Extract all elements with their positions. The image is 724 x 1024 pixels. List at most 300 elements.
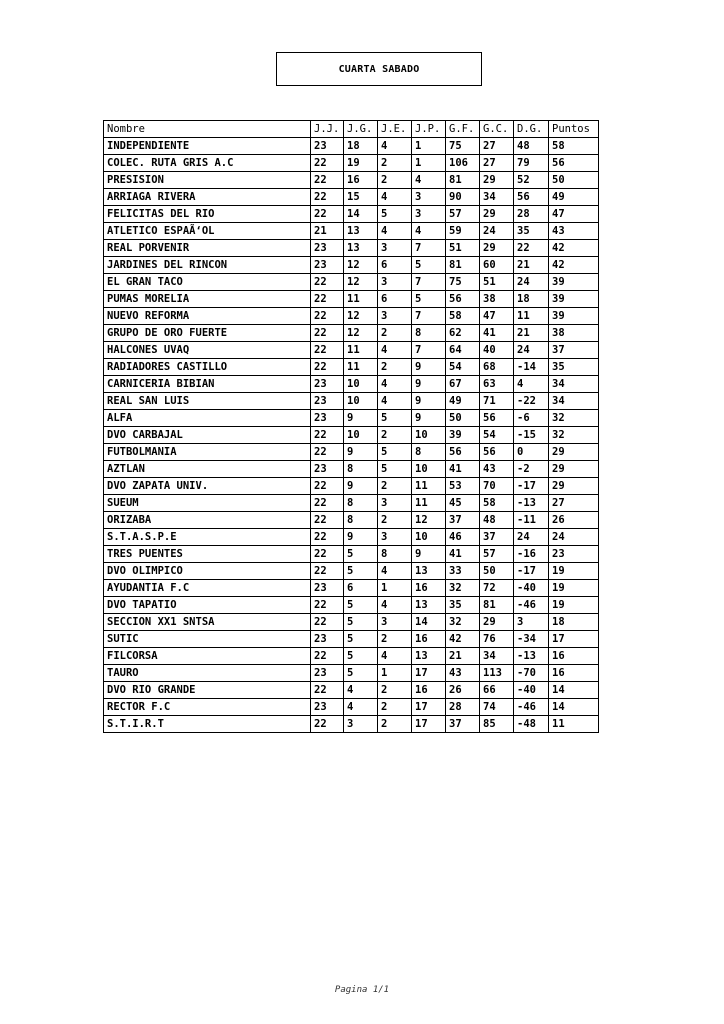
points-cell: 34 xyxy=(549,393,599,410)
table-row xyxy=(104,427,599,444)
je-cell: 3 xyxy=(378,308,412,325)
jj-cell: 22 xyxy=(311,359,344,376)
jj-cell: 22 xyxy=(311,614,344,631)
table-row xyxy=(104,461,599,478)
table-row xyxy=(104,631,599,648)
column-header-jj: J.J. xyxy=(311,121,344,138)
points-cell: 23 xyxy=(549,546,599,563)
jg-cell: 5 xyxy=(344,631,378,648)
jg-cell: 9 xyxy=(344,478,378,495)
je-cell: 4 xyxy=(378,189,412,206)
points-cell: 34 xyxy=(549,376,599,393)
dg-cell: -17 xyxy=(514,478,549,495)
table-row xyxy=(104,325,599,342)
team-name-cell: JARDINES DEL RINCON xyxy=(104,257,311,274)
points-cell: 16 xyxy=(549,665,599,682)
jp-cell: 9 xyxy=(412,546,446,563)
points-cell: 17 xyxy=(549,631,599,648)
gc-cell: 66 xyxy=(480,682,514,699)
points-cell: 16 xyxy=(549,648,599,665)
points-cell: 32 xyxy=(549,410,599,427)
jp-cell: 9 xyxy=(412,393,446,410)
dg-cell: -46 xyxy=(514,699,549,716)
points-cell: 19 xyxy=(549,563,599,580)
gc-cell: 56 xyxy=(480,444,514,461)
gc-cell: 47 xyxy=(480,308,514,325)
jg-cell: 19 xyxy=(344,155,378,172)
table-row xyxy=(104,376,599,393)
je-cell: 2 xyxy=(378,716,412,733)
points-cell: 42 xyxy=(549,240,599,257)
jp-cell: 16 xyxy=(412,631,446,648)
table-row xyxy=(104,410,599,427)
team-name-cell: FELICITAS DEL RIO xyxy=(104,206,311,223)
table-row xyxy=(104,274,599,291)
je-cell: 5 xyxy=(378,410,412,427)
jp-cell: 7 xyxy=(412,274,446,291)
gf-cell: 43 xyxy=(446,665,480,682)
dg-cell: -13 xyxy=(514,495,549,512)
je-cell: 3 xyxy=(378,529,412,546)
gc-cell: 37 xyxy=(480,529,514,546)
points-cell: 26 xyxy=(549,512,599,529)
team-name-cell: ARRIAGA RIVERA xyxy=(104,189,311,206)
je-cell: 6 xyxy=(378,291,412,308)
jj-cell: 22 xyxy=(311,308,344,325)
dg-cell: -11 xyxy=(514,512,549,529)
jj-cell: 22 xyxy=(311,597,344,614)
jp-cell: 12 xyxy=(412,512,446,529)
je-cell: 1 xyxy=(378,580,412,597)
table-row xyxy=(104,189,599,206)
gf-cell: 56 xyxy=(446,444,480,461)
gf-cell: 35 xyxy=(446,597,480,614)
points-cell: 29 xyxy=(549,478,599,495)
jg-cell: 12 xyxy=(344,308,378,325)
gc-cell: 72 xyxy=(480,580,514,597)
gf-cell: 50 xyxy=(446,410,480,427)
column-header-points: Puntos xyxy=(549,121,599,138)
gc-cell: 48 xyxy=(480,512,514,529)
gf-cell: 28 xyxy=(446,699,480,716)
jp-cell: 10 xyxy=(412,427,446,444)
team-name-cell: TAURO xyxy=(104,665,311,682)
dg-cell: 18 xyxy=(514,291,549,308)
jp-cell: 5 xyxy=(412,291,446,308)
points-cell: 50 xyxy=(549,172,599,189)
jj-cell: 22 xyxy=(311,172,344,189)
table-row xyxy=(104,223,599,240)
gf-cell: 39 xyxy=(446,427,480,444)
dg-cell: -17 xyxy=(514,563,549,580)
jg-cell: 9 xyxy=(344,410,378,427)
column-header-name: Nombre xyxy=(104,121,311,138)
table-row xyxy=(104,512,599,529)
gf-cell: 54 xyxy=(446,359,480,376)
gc-cell: 34 xyxy=(480,648,514,665)
gc-cell: 41 xyxy=(480,325,514,342)
jg-cell: 5 xyxy=(344,665,378,682)
gc-cell: 50 xyxy=(480,563,514,580)
gf-cell: 26 xyxy=(446,682,480,699)
jp-cell: 13 xyxy=(412,597,446,614)
team-name-cell: GRUPO DE ORO FUERTE xyxy=(104,325,311,342)
page-footer xyxy=(0,985,724,995)
points-cell: 37 xyxy=(549,342,599,359)
gc-cell: 71 xyxy=(480,393,514,410)
jp-cell: 7 xyxy=(412,240,446,257)
jp-cell: 17 xyxy=(412,716,446,733)
table-row xyxy=(104,257,599,274)
points-cell: 24 xyxy=(549,529,599,546)
jj-cell: 22 xyxy=(311,682,344,699)
dg-cell: 4 xyxy=(514,376,549,393)
jg-cell: 8 xyxy=(344,461,378,478)
jp-cell: 16 xyxy=(412,580,446,597)
je-cell: 5 xyxy=(378,206,412,223)
jj-cell: 22 xyxy=(311,155,344,172)
gf-cell: 32 xyxy=(446,580,480,597)
gf-cell: 42 xyxy=(446,631,480,648)
je-cell: 3 xyxy=(378,614,412,631)
team-name-cell: DVO CARBAJAL xyxy=(104,427,311,444)
je-cell: 2 xyxy=(378,359,412,376)
team-name-cell: SECCION XX1 SNTSA xyxy=(104,614,311,631)
dg-cell: -16 xyxy=(514,546,549,563)
gf-cell: 46 xyxy=(446,529,480,546)
table-row xyxy=(104,444,599,461)
jg-cell: 8 xyxy=(344,495,378,512)
jj-cell: 23 xyxy=(311,240,344,257)
table-body xyxy=(104,138,599,733)
jj-cell: 22 xyxy=(311,478,344,495)
jg-cell: 11 xyxy=(344,291,378,308)
gf-cell: 90 xyxy=(446,189,480,206)
dg-cell: 56 xyxy=(514,189,549,206)
points-cell: 18 xyxy=(549,614,599,631)
team-name-cell: AZTLAN xyxy=(104,461,311,478)
jj-cell: 21 xyxy=(311,223,344,240)
team-name-cell: PRESISION xyxy=(104,172,311,189)
jg-cell: 5 xyxy=(344,597,378,614)
points-cell: 35 xyxy=(549,359,599,376)
table-row xyxy=(104,206,599,223)
jj-cell: 23 xyxy=(311,257,344,274)
team-name-cell: DVO ZAPATA UNIV. xyxy=(104,478,311,495)
team-name-cell: RADIADORES CASTILLO xyxy=(104,359,311,376)
dg-cell: 22 xyxy=(514,240,549,257)
gc-cell: 68 xyxy=(480,359,514,376)
dg-cell: 28 xyxy=(514,206,549,223)
jj-cell: 23 xyxy=(311,580,344,597)
gf-cell: 106 xyxy=(446,155,480,172)
points-cell: 39 xyxy=(549,308,599,325)
dg-cell: -6 xyxy=(514,410,549,427)
je-cell: 4 xyxy=(378,342,412,359)
gf-cell: 62 xyxy=(446,325,480,342)
gf-cell: 49 xyxy=(446,393,480,410)
jp-cell: 4 xyxy=(412,223,446,240)
jg-cell: 14 xyxy=(344,206,378,223)
je-cell: 1 xyxy=(378,665,412,682)
table-row xyxy=(104,478,599,495)
table-row xyxy=(104,597,599,614)
column-header-gf: G.F. xyxy=(446,121,480,138)
gf-cell: 58 xyxy=(446,308,480,325)
gc-cell: 29 xyxy=(480,172,514,189)
jj-cell: 22 xyxy=(311,563,344,580)
table-header-row xyxy=(104,121,599,138)
jp-cell: 4 xyxy=(412,172,446,189)
jg-cell: 10 xyxy=(344,427,378,444)
column-header-jp: J.P. xyxy=(412,121,446,138)
jp-cell: 10 xyxy=(412,461,446,478)
jg-cell: 12 xyxy=(344,274,378,291)
jj-cell: 22 xyxy=(311,648,344,665)
jg-cell: 13 xyxy=(344,240,378,257)
gc-cell: 29 xyxy=(480,240,514,257)
table-row xyxy=(104,291,599,308)
dg-cell: 21 xyxy=(514,325,549,342)
jj-cell: 22 xyxy=(311,274,344,291)
gc-cell: 56 xyxy=(480,410,514,427)
gf-cell: 37 xyxy=(446,512,480,529)
team-name-cell: AYUDANTIA F.C xyxy=(104,580,311,597)
points-cell: 42 xyxy=(549,257,599,274)
table-row xyxy=(104,393,599,410)
je-cell: 3 xyxy=(378,274,412,291)
team-name-cell: ORIZABA xyxy=(104,512,311,529)
jp-cell: 14 xyxy=(412,614,446,631)
jg-cell: 16 xyxy=(344,172,378,189)
gc-cell: 70 xyxy=(480,478,514,495)
team-name-cell: COLEC. RUTA GRIS A.C xyxy=(104,155,311,172)
points-cell: 19 xyxy=(549,597,599,614)
je-cell: 4 xyxy=(378,597,412,614)
points-cell: 39 xyxy=(549,274,599,291)
jj-cell: 22 xyxy=(311,546,344,563)
gf-cell: 57 xyxy=(446,206,480,223)
jg-cell: 10 xyxy=(344,376,378,393)
dg-cell: 48 xyxy=(514,138,549,155)
column-header-jg: J.G. xyxy=(344,121,378,138)
jg-cell: 5 xyxy=(344,614,378,631)
dg-cell: -15 xyxy=(514,427,549,444)
dg-cell: 79 xyxy=(514,155,549,172)
gf-cell: 64 xyxy=(446,342,480,359)
table-row xyxy=(104,529,599,546)
jp-cell: 9 xyxy=(412,410,446,427)
team-name-cell: TRES PUENTES xyxy=(104,546,311,563)
gc-cell: 58 xyxy=(480,495,514,512)
jg-cell: 6 xyxy=(344,580,378,597)
jj-cell: 22 xyxy=(311,291,344,308)
jj-cell: 23 xyxy=(311,376,344,393)
gf-cell: 33 xyxy=(446,563,480,580)
gc-cell: 113 xyxy=(480,665,514,682)
je-cell: 4 xyxy=(378,138,412,155)
jj-cell: 23 xyxy=(311,138,344,155)
je-cell: 4 xyxy=(378,563,412,580)
jp-cell: 5 xyxy=(412,257,446,274)
points-cell: 56 xyxy=(549,155,599,172)
dg-cell: -13 xyxy=(514,648,549,665)
je-cell: 4 xyxy=(378,376,412,393)
dg-cell: -34 xyxy=(514,631,549,648)
team-name-cell: INDEPENDIENTE xyxy=(104,138,311,155)
table-row xyxy=(104,716,599,733)
gc-cell: 51 xyxy=(480,274,514,291)
gf-cell: 75 xyxy=(446,274,480,291)
team-name-cell: RECTOR F.C xyxy=(104,699,311,716)
table-row xyxy=(104,648,599,665)
team-name-cell: DVO RIO GRANDE xyxy=(104,682,311,699)
gc-cell: 54 xyxy=(480,427,514,444)
table-row xyxy=(104,155,599,172)
points-cell: 32 xyxy=(549,427,599,444)
gf-cell: 56 xyxy=(446,291,480,308)
jp-cell: 13 xyxy=(412,563,446,580)
je-cell: 3 xyxy=(378,240,412,257)
je-cell: 2 xyxy=(378,325,412,342)
team-name-cell: CARNICERIA BIBIAN xyxy=(104,376,311,393)
jp-cell: 17 xyxy=(412,699,446,716)
je-cell: 2 xyxy=(378,631,412,648)
dg-cell: -22 xyxy=(514,393,549,410)
gc-cell: 81 xyxy=(480,597,514,614)
team-name-cell: S.T.I.R.T xyxy=(104,716,311,733)
team-name-cell: NUEVO REFORMA xyxy=(104,308,311,325)
points-cell: 29 xyxy=(549,461,599,478)
team-name-cell: ALFA xyxy=(104,410,311,427)
dg-cell: 24 xyxy=(514,342,549,359)
team-name-cell: S.T.A.S.P.E xyxy=(104,529,311,546)
dg-cell: -70 xyxy=(514,665,549,682)
team-name-cell: HALCONES UVAQ xyxy=(104,342,311,359)
points-cell: 14 xyxy=(549,682,599,699)
dg-cell: 24 xyxy=(514,529,549,546)
jp-cell: 8 xyxy=(412,444,446,461)
jg-cell: 12 xyxy=(344,257,378,274)
table-row xyxy=(104,359,599,376)
points-cell: 38 xyxy=(549,325,599,342)
jp-cell: 11 xyxy=(412,495,446,512)
team-name-cell: FILCORSA xyxy=(104,648,311,665)
table-row xyxy=(104,665,599,682)
dg-cell: 52 xyxy=(514,172,549,189)
document-title: CUARTA SABADO xyxy=(338,63,420,75)
jg-cell: 9 xyxy=(344,444,378,461)
table-row xyxy=(104,563,599,580)
je-cell: 4 xyxy=(378,223,412,240)
gc-cell: 57 xyxy=(480,546,514,563)
gc-cell: 60 xyxy=(480,257,514,274)
jj-cell: 23 xyxy=(311,410,344,427)
jj-cell: 22 xyxy=(311,427,344,444)
team-name-cell: FUTBOLMANIA xyxy=(104,444,311,461)
team-name-cell: ATLETICO ESPAÃ‘OL xyxy=(104,223,311,240)
gc-cell: 76 xyxy=(480,631,514,648)
dg-cell: 21 xyxy=(514,257,549,274)
gf-cell: 59 xyxy=(446,223,480,240)
gf-cell: 41 xyxy=(446,546,480,563)
dg-cell: -2 xyxy=(514,461,549,478)
dg-cell: 11 xyxy=(514,308,549,325)
points-cell: 11 xyxy=(549,716,599,733)
je-cell: 5 xyxy=(378,461,412,478)
jp-cell: 11 xyxy=(412,478,446,495)
je-cell: 2 xyxy=(378,478,412,495)
gf-cell: 51 xyxy=(446,240,480,257)
gc-cell: 29 xyxy=(480,206,514,223)
jp-cell: 3 xyxy=(412,189,446,206)
je-cell: 8 xyxy=(378,546,412,563)
gf-cell: 37 xyxy=(446,716,480,733)
gf-cell: 41 xyxy=(446,461,480,478)
table-row xyxy=(104,614,599,631)
dg-cell: 3 xyxy=(514,614,549,631)
points-cell: 27 xyxy=(549,495,599,512)
gc-cell: 24 xyxy=(480,223,514,240)
dg-cell: 0 xyxy=(514,444,549,461)
gc-cell: 74 xyxy=(480,699,514,716)
points-cell: 19 xyxy=(549,580,599,597)
team-name-cell: PUMAS MORELIA xyxy=(104,291,311,308)
jp-cell: 13 xyxy=(412,648,446,665)
jp-cell: 3 xyxy=(412,206,446,223)
table-row xyxy=(104,240,599,257)
jg-cell: 15 xyxy=(344,189,378,206)
gf-cell: 53 xyxy=(446,478,480,495)
jj-cell: 22 xyxy=(311,495,344,512)
je-cell: 2 xyxy=(378,699,412,716)
dg-cell: -14 xyxy=(514,359,549,376)
points-cell: 43 xyxy=(549,223,599,240)
jg-cell: 10 xyxy=(344,393,378,410)
column-header-je: J.E. xyxy=(378,121,412,138)
gc-cell: 38 xyxy=(480,291,514,308)
table-row xyxy=(104,342,599,359)
gc-cell: 85 xyxy=(480,716,514,733)
table-row xyxy=(104,546,599,563)
jp-cell: 9 xyxy=(412,376,446,393)
points-cell: 58 xyxy=(549,138,599,155)
gc-cell: 40 xyxy=(480,342,514,359)
dg-cell: 24 xyxy=(514,274,549,291)
table-row xyxy=(104,580,599,597)
gf-cell: 67 xyxy=(446,376,480,393)
je-cell: 2 xyxy=(378,427,412,444)
team-name-cell: EL GRAN TACO xyxy=(104,274,311,291)
dg-cell: 35 xyxy=(514,223,549,240)
gf-cell: 45 xyxy=(446,495,480,512)
jj-cell: 22 xyxy=(311,325,344,342)
table-row xyxy=(104,495,599,512)
gc-cell: 34 xyxy=(480,189,514,206)
gc-cell: 29 xyxy=(480,614,514,631)
jp-cell: 1 xyxy=(412,155,446,172)
jg-cell: 8 xyxy=(344,512,378,529)
gf-cell: 21 xyxy=(446,648,480,665)
jp-cell: 17 xyxy=(412,665,446,682)
jg-cell: 5 xyxy=(344,563,378,580)
je-cell: 2 xyxy=(378,512,412,529)
column-header-dg: D.G. xyxy=(514,121,549,138)
table-row xyxy=(104,172,599,189)
je-cell: 2 xyxy=(378,682,412,699)
gf-cell: 32 xyxy=(446,614,480,631)
jj-cell: 22 xyxy=(311,512,344,529)
